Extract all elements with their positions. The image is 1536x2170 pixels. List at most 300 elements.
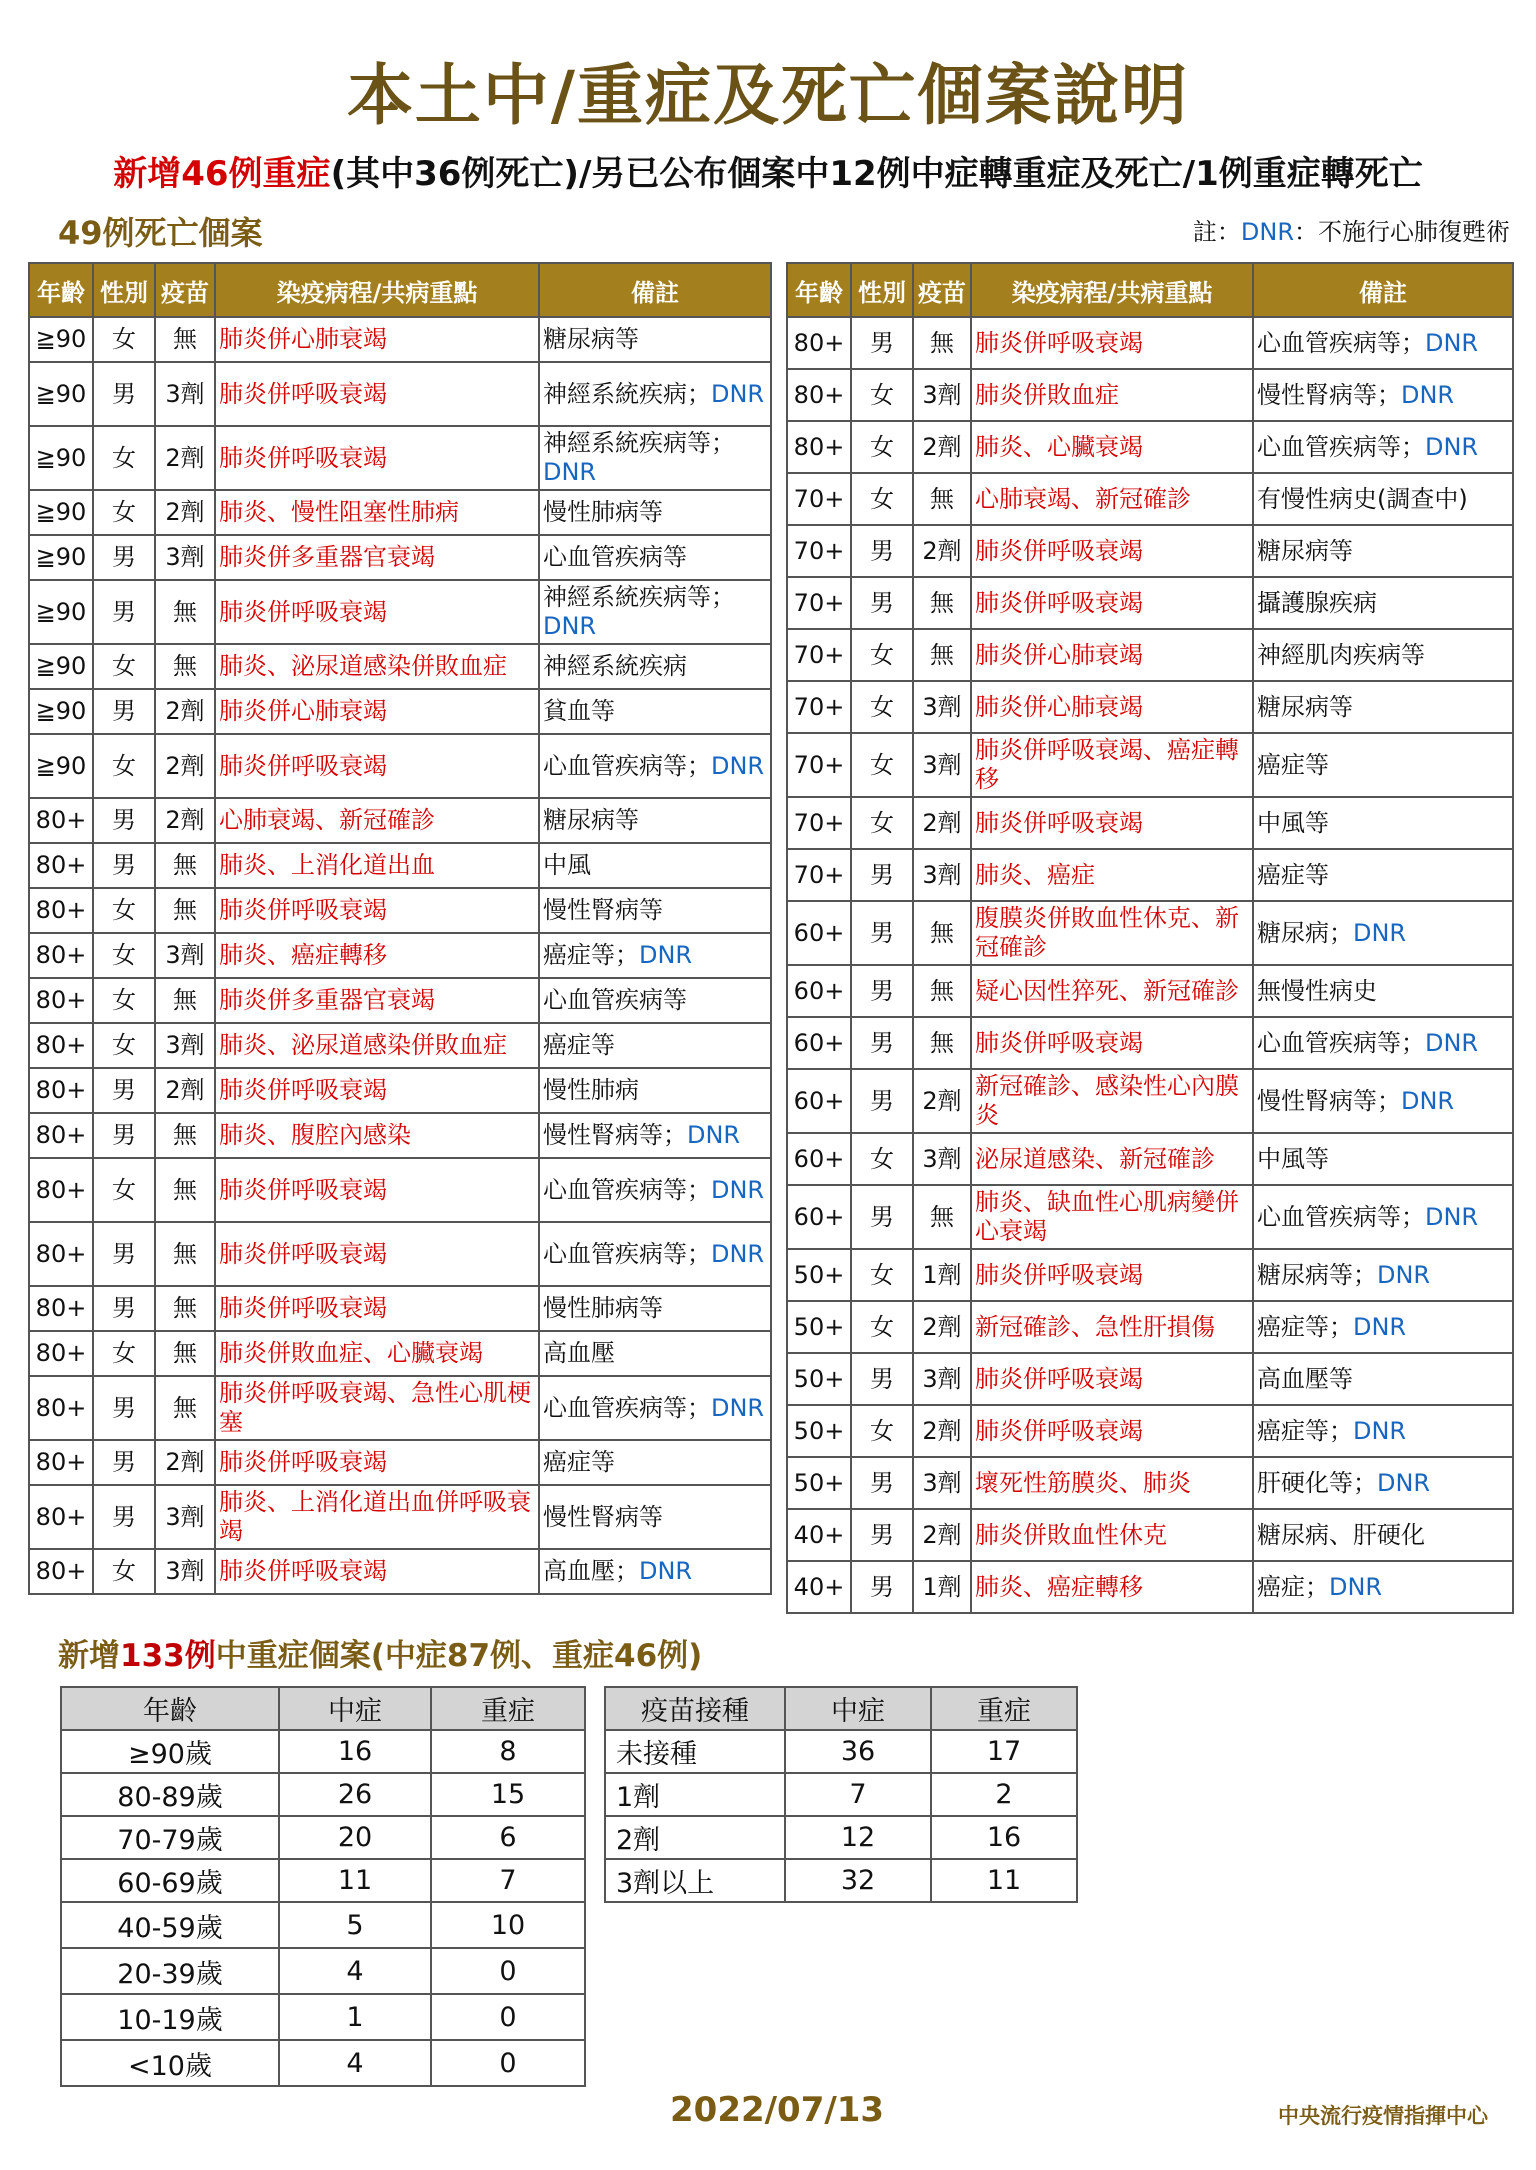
age-cell: 40+ — [787, 1561, 851, 1613]
remark-text: 慢性腎病等； — [543, 1121, 687, 1149]
death-case-row — [29, 426, 771, 490]
condition-cell: 新冠確診、感染性心內膜炎 — [971, 1069, 1253, 1133]
remark-cell — [1253, 901, 1513, 965]
remark-text: 神經系統疾病 — [543, 652, 687, 680]
subtitle-rest: (其中36例死亡)/另已公布個案中12例中症轉重症及死亡/1例重症轉死亡 — [330, 154, 1423, 194]
condition-cell: 肺炎併呼吸衰竭 — [215, 1286, 539, 1331]
condition-cell: 肺炎併呼吸衰竭 — [971, 1405, 1253, 1457]
vaccine-cell: 3劑 — [155, 1549, 215, 1594]
death-case-row — [29, 644, 771, 689]
remark-text: 慢性肺病等 — [543, 498, 663, 526]
moderate-cell: 11 — [279, 1859, 431, 1902]
age-cell: 80+ — [29, 888, 93, 933]
death-case-row — [787, 369, 1513, 421]
remark-text: 心血管疾病等； — [1257, 328, 1425, 357]
remark-cell — [539, 317, 771, 362]
remark-cell — [1253, 1133, 1513, 1185]
sex-cell: 女 — [851, 1249, 913, 1301]
remark-text: 慢性肺病 — [543, 1076, 639, 1104]
severe-cell: 8 — [431, 1730, 585, 1773]
vaccine-cell: 2劑 — [913, 1405, 971, 1457]
age-cell: 80+ — [29, 1068, 93, 1113]
remark-cell — [539, 1331, 771, 1376]
sex-cell: 男 — [851, 1353, 913, 1405]
remark-cell — [539, 888, 771, 933]
remark-cell — [539, 689, 771, 734]
page-subtitle — [0, 146, 1536, 195]
vaccine-cell: 2劑 — [913, 1509, 971, 1561]
vaccine-cell: 無 — [155, 1376, 215, 1440]
remark-cell — [539, 1113, 771, 1158]
remark-cell — [539, 580, 771, 644]
group-cell: 1劑 — [605, 1773, 785, 1816]
sex-cell: 女 — [851, 797, 913, 849]
age-cell: ≧90 — [29, 734, 93, 798]
severe-cell: 17 — [931, 1730, 1077, 1773]
vaccine-cell: 無 — [155, 888, 215, 933]
death-case-row — [787, 1405, 1513, 1457]
remark-cell — [1253, 317, 1513, 369]
vaccine-cell: 1劑 — [913, 1249, 971, 1301]
death-case-row — [29, 1485, 771, 1549]
header-group: 疫苗接種 — [605, 1687, 785, 1730]
header-sex: 性別 — [851, 263, 913, 317]
remark-text: 心血管疾病等； — [1257, 1202, 1425, 1231]
death-case-row — [29, 317, 771, 362]
condition-cell: 肺炎併呼吸衰竭 — [971, 525, 1253, 577]
dnr-tag: DNR — [1425, 328, 1479, 357]
vaccine-cell: 3劑 — [155, 933, 215, 978]
sex-cell: 女 — [93, 888, 155, 933]
age-cell: 50+ — [787, 1353, 851, 1405]
remark-text: 癌症等； — [1257, 1312, 1353, 1341]
remark-cell — [539, 734, 771, 798]
moderate-cell: 16 — [279, 1730, 431, 1773]
death-case-row — [29, 933, 771, 978]
age-row — [61, 1902, 585, 1948]
condition-cell: 肺炎併呼吸衰竭 — [215, 426, 539, 490]
deaths-table-right — [786, 262, 1514, 1614]
remark-text: 中風等 — [1257, 1144, 1329, 1173]
vaccine-table-header — [605, 1687, 1077, 1730]
age-row — [61, 1773, 585, 1816]
sex-cell: 女 — [851, 473, 913, 525]
page-title: 本土中/重症及死亡個案說明 — [346, 57, 1190, 134]
remark-text: 神經系統疾病等； — [543, 429, 735, 457]
report-date: 2022/07/13 — [670, 2090, 885, 2130]
death-case-row — [787, 1249, 1513, 1301]
remark-text: 慢性腎病等 — [543, 896, 663, 924]
condition-cell: 肺炎併呼吸衰竭 — [215, 734, 539, 798]
vaccine-breakdown-table — [604, 1686, 1078, 1903]
remark-text: 神經系統疾病等； — [543, 583, 735, 611]
condition-cell: 肺炎併呼吸衰竭 — [215, 1549, 539, 1594]
age-cell: 60+ — [787, 1133, 851, 1185]
vaccine-cell: 無 — [155, 1113, 215, 1158]
sex-cell: 女 — [93, 317, 155, 362]
vaccine-cell: 2劑 — [155, 798, 215, 843]
dnr-tag: DNR — [543, 458, 597, 486]
vaccine-cell: 2劑 — [155, 1068, 215, 1113]
condition-cell: 肺炎併敗血症、心臟衰竭 — [215, 1331, 539, 1376]
vaccine-cell: 1劑 — [913, 1561, 971, 1613]
age-cell: 50+ — [787, 1405, 851, 1457]
moderate-cell: 36 — [785, 1730, 931, 1773]
header-condition: 染疫病程/共病重點 — [215, 263, 539, 317]
age-cell: 80+ — [29, 843, 93, 888]
severe-cell: 0 — [431, 2040, 585, 2086]
vaccine-cell: 無 — [155, 644, 215, 689]
age-breakdown-table — [60, 1686, 586, 2087]
moderate-cell: 20 — [279, 1816, 431, 1859]
age-row — [61, 1948, 585, 1994]
vaccine-cell: 3劑 — [913, 681, 971, 733]
remark-cell — [1253, 1017, 1513, 1069]
age-cell: 70+ — [787, 525, 851, 577]
sex-cell: 女 — [851, 1405, 913, 1457]
dnr-tag: DNR — [1353, 1416, 1407, 1445]
age-cell: 80+ — [29, 1376, 93, 1440]
age-cell: ≧90 — [29, 490, 93, 535]
remark-text: 神經系統疾病； — [543, 379, 711, 408]
age-cell: ≧90 — [29, 317, 93, 362]
sex-cell: 男 — [851, 1185, 913, 1249]
dnr-tag: DNR — [639, 1557, 693, 1585]
severe-cell: 16 — [931, 1816, 1077, 1859]
moderate-cell: 5 — [279, 1902, 431, 1948]
remark-cell — [1253, 1509, 1513, 1561]
condition-cell: 肺炎併心肺衰竭 — [971, 681, 1253, 733]
remark-text: 慢性腎病等 — [543, 1502, 663, 1531]
sex-cell: 男 — [93, 798, 155, 843]
moderate-cell: 12 — [785, 1816, 931, 1859]
death-case-row — [29, 535, 771, 580]
remark-cell — [1253, 629, 1513, 681]
vaccine-cell: 2劑 — [913, 525, 971, 577]
death-case-row — [787, 1457, 1513, 1509]
death-case-row — [787, 525, 1513, 577]
remark-text: 心血管疾病等 — [543, 986, 687, 1014]
header-age: 年齡 — [787, 263, 851, 317]
remark-cell — [539, 978, 771, 1023]
vaccine-cell: 2劑 — [913, 1301, 971, 1353]
death-case-row — [787, 901, 1513, 965]
vaccine-cell: 無 — [913, 317, 971, 369]
remark-text: 慢性腎病等； — [1257, 380, 1401, 409]
moderate-cell: 1 — [279, 1994, 431, 2040]
age-cell: ≧90 — [29, 362, 93, 426]
group-cell: 80-89歲 — [61, 1773, 279, 1816]
sex-cell: 男 — [851, 901, 913, 965]
severe-cell: 11 — [931, 1859, 1077, 1902]
severe-cell: 6 — [431, 1816, 585, 1859]
sex-cell: 男 — [851, 1457, 913, 1509]
vaccine-cell: 3劑 — [913, 369, 971, 421]
remark-cell — [1253, 1457, 1513, 1509]
vaccine-cell: 2劑 — [155, 426, 215, 490]
age-cell: 60+ — [787, 1185, 851, 1249]
age-cell: 80+ — [29, 1485, 93, 1549]
age-cell: 60+ — [787, 965, 851, 1017]
header-remark: 備註 — [1253, 263, 1513, 317]
remark-cell — [1253, 733, 1513, 797]
remark-text: 癌症； — [1257, 1572, 1329, 1601]
group-cell: 20-39歲 — [61, 1948, 279, 1994]
sex-cell: 男 — [851, 1069, 913, 1133]
remark-text: 高血壓 — [543, 1339, 615, 1367]
dnr-tag: DNR — [1425, 432, 1479, 461]
sex-cell: 女 — [851, 629, 913, 681]
remark-text: 癌症等； — [543, 941, 639, 969]
condition-cell: 肺炎併呼吸衰竭 — [971, 317, 1253, 369]
age-cell: 50+ — [787, 1249, 851, 1301]
vaccine-cell: 3劑 — [155, 1485, 215, 1549]
dnr-tag: DNR — [711, 379, 765, 408]
remark-cell — [1253, 525, 1513, 577]
condition-cell: 肺炎、癌症轉移 — [971, 1561, 1253, 1613]
remark-cell — [539, 1376, 771, 1440]
severe-cell: 15 — [431, 1773, 585, 1816]
remark-cell — [1253, 473, 1513, 525]
death-case-row — [29, 1113, 771, 1158]
death-case-row — [787, 421, 1513, 473]
dnr-tag: DNR — [1425, 1028, 1479, 1057]
remark-cell — [1253, 1185, 1513, 1249]
sex-cell: 男 — [851, 1017, 913, 1069]
remark-text: 癌症等； — [1257, 1416, 1353, 1445]
vaccine-cell: 無 — [155, 1222, 215, 1286]
condition-cell: 肺炎、心臟衰竭 — [971, 421, 1253, 473]
vaccine-cell: 無 — [155, 843, 215, 888]
remark-text: 神經肌肉疾病等 — [1257, 640, 1425, 669]
condition-cell: 心肺衰竭、新冠確診 — [971, 473, 1253, 525]
death-case-row — [29, 580, 771, 644]
vaccine-cell: 無 — [913, 901, 971, 965]
sex-cell: 女 — [93, 426, 155, 490]
remark-text: 攝護腺疾病 — [1257, 588, 1377, 617]
age-cell: 60+ — [787, 1069, 851, 1133]
sex-cell: 女 — [851, 1301, 913, 1353]
sex-cell: 女 — [851, 369, 913, 421]
condition-cell: 肺炎併呼吸衰竭 — [215, 362, 539, 426]
vaccine-cell: 2劑 — [913, 421, 971, 473]
remark-cell — [1253, 681, 1513, 733]
age-cell: 80+ — [29, 1113, 93, 1158]
sex-cell: 女 — [93, 1549, 155, 1594]
age-cell: 70+ — [787, 733, 851, 797]
dnr-tag: DNR — [687, 1121, 741, 1149]
age-cell: 50+ — [787, 1301, 851, 1353]
remark-cell — [539, 843, 771, 888]
moderate-cell: 32 — [785, 1859, 931, 1902]
vaccine-cell: 無 — [913, 965, 971, 1017]
vaccine-cell: 無 — [155, 317, 215, 362]
condition-cell: 肺炎併呼吸衰竭、急性心肌梗塞 — [215, 1376, 539, 1440]
death-case-row — [29, 689, 771, 734]
sex-cell: 女 — [851, 681, 913, 733]
age-cell: 80+ — [29, 933, 93, 978]
sex-cell: 男 — [93, 1113, 155, 1158]
deaths-section-label: 49例死亡個案 — [58, 214, 263, 252]
group-cell: 60-69歲 — [61, 1859, 279, 1902]
vaccine-cell: 2劑 — [155, 1440, 215, 1485]
header-remark: 備註 — [539, 263, 771, 317]
organization-name: 中央流行疫情指揮中心 — [1278, 2104, 1488, 2128]
death-case-row — [787, 1353, 1513, 1405]
header-group: 年齡 — [61, 1687, 279, 1730]
remark-text: 中風 — [543, 851, 591, 879]
moderate-cell: 26 — [279, 1773, 431, 1816]
sex-cell: 男 — [851, 965, 913, 1017]
death-case-row — [787, 1069, 1513, 1133]
moderate-cell: 4 — [279, 1948, 431, 1994]
death-case-row — [29, 1376, 771, 1440]
age-cell: 80+ — [29, 1331, 93, 1376]
condition-cell: 肺炎併多重器官衰竭 — [215, 535, 539, 580]
death-case-row — [787, 1133, 1513, 1185]
moderate-cell: 4 — [279, 2040, 431, 2086]
remark-cell — [539, 798, 771, 843]
condition-cell: 肺炎、泌尿道感染併敗血症 — [215, 644, 539, 689]
sex-cell: 男 — [93, 1222, 155, 1286]
age-cell: 70+ — [787, 849, 851, 901]
age-cell: 80+ — [29, 1440, 93, 1485]
remark-cell — [539, 1023, 771, 1068]
vaccine-cell: 無 — [155, 1286, 215, 1331]
sex-cell: 男 — [93, 1485, 155, 1549]
group-cell: ≥90歲 — [61, 1730, 279, 1773]
death-case-row — [29, 1158, 771, 1222]
death-case-row — [787, 1509, 1513, 1561]
remark-text: 癌症等 — [1257, 860, 1329, 889]
condition-cell: 心肺衰竭、新冠確診 — [215, 798, 539, 843]
sex-cell: 女 — [851, 733, 913, 797]
header-vaccine: 疫苗 — [155, 263, 215, 317]
header-moderate: 中症 — [279, 1687, 431, 1730]
condition-cell: 腹膜炎併敗血性休克、新冠確診 — [971, 901, 1253, 965]
age-cell: 70+ — [787, 797, 851, 849]
remark-text: 心血管疾病等； — [1257, 1028, 1425, 1057]
condition-cell: 肺炎、泌尿道感染併敗血症 — [215, 1023, 539, 1068]
group-cell: <10歲 — [61, 2040, 279, 2086]
group-cell: 10-19歲 — [61, 1994, 279, 2040]
remark-text: 心血管疾病等 — [543, 543, 687, 571]
death-case-row — [787, 1301, 1513, 1353]
new-cases-label-count: 133例 — [120, 1638, 216, 1674]
remark-text: 有慢性病史(調查中) — [1257, 484, 1468, 513]
death-case-row — [787, 1017, 1513, 1069]
dnr-tag: DNR — [711, 1393, 765, 1422]
remark-cell — [539, 1068, 771, 1113]
vaccine-row — [605, 1773, 1077, 1816]
sex-cell: 女 — [93, 734, 155, 798]
remark-cell — [1253, 1561, 1513, 1613]
death-case-row — [787, 577, 1513, 629]
vaccine-row — [605, 1859, 1077, 1902]
note-dnr: DNR — [1240, 218, 1294, 246]
condition-cell: 肺炎併心肺衰竭 — [215, 317, 539, 362]
sex-cell: 女 — [93, 1158, 155, 1222]
sex-cell: 男 — [851, 1509, 913, 1561]
subtitle-highlight: 新增46例重症 — [113, 154, 331, 194]
dnr-tag: DNR — [639, 941, 693, 969]
vaccine-cell: 無 — [155, 978, 215, 1023]
dnr-tag: DNR — [1377, 1260, 1431, 1289]
remark-cell — [539, 1485, 771, 1549]
vaccine-cell: 2劑 — [155, 734, 215, 798]
remark-cell — [539, 1158, 771, 1222]
dnr-tag: DNR — [1377, 1468, 1431, 1497]
death-case-row — [29, 1440, 771, 1485]
remark-text: 慢性肺病等 — [543, 1294, 663, 1322]
age-cell: 80+ — [787, 421, 851, 473]
header-age: 年齡 — [29, 263, 93, 317]
age-cell: 80+ — [29, 798, 93, 843]
vaccine-cell: 3劑 — [155, 362, 215, 426]
age-cell: 80+ — [29, 1222, 93, 1286]
age-cell: 60+ — [787, 901, 851, 965]
note-suffix: ：不施行心肺復甦術 — [1294, 218, 1510, 246]
vaccine-cell: 3劑 — [155, 535, 215, 580]
remark-cell — [539, 1286, 771, 1331]
condition-cell: 肺炎、上消化道出血 — [215, 843, 539, 888]
group-cell: 3劑以上 — [605, 1859, 785, 1902]
remark-cell — [1253, 797, 1513, 849]
severe-cell: 7 — [431, 1859, 585, 1902]
death-case-row — [29, 978, 771, 1023]
dnr-tag: DNR — [1353, 918, 1407, 947]
condition-cell: 泌尿道感染、新冠確診 — [971, 1133, 1253, 1185]
condition-cell: 肺炎併呼吸衰竭 — [215, 580, 539, 644]
age-cell: ≧90 — [29, 426, 93, 490]
sex-cell: 男 — [93, 535, 155, 580]
age-cell: 80+ — [29, 1286, 93, 1331]
sex-cell: 男 — [93, 1376, 155, 1440]
sex-cell: 女 — [93, 644, 155, 689]
header-vaccine: 疫苗 — [913, 263, 971, 317]
sex-cell: 男 — [851, 525, 913, 577]
age-cell: 50+ — [787, 1457, 851, 1509]
remark-text: 糖尿病等 — [1257, 692, 1353, 721]
deaths-table-left — [28, 262, 772, 1595]
death-case-row — [787, 1561, 1513, 1613]
remark-text: 糖尿病等 — [543, 325, 639, 353]
age-cell: 70+ — [787, 681, 851, 733]
vaccine-cell: 無 — [913, 473, 971, 525]
condition-cell: 肺炎併呼吸衰竭 — [971, 577, 1253, 629]
condition-cell: 肺炎併呼吸衰竭 — [215, 1068, 539, 1113]
remark-cell — [539, 1222, 771, 1286]
vaccine-cell: 無 — [155, 1331, 215, 1376]
severe-cell: 0 — [431, 1948, 585, 1994]
condition-cell: 肺炎併呼吸衰竭 — [971, 797, 1253, 849]
remark-text: 癌症等 — [543, 1031, 615, 1059]
sex-cell: 女 — [851, 421, 913, 473]
condition-cell: 新冠確診、急性肝損傷 — [971, 1301, 1253, 1353]
remark-cell — [1253, 849, 1513, 901]
vaccine-cell: 無 — [155, 1158, 215, 1222]
death-case-row — [29, 1331, 771, 1376]
death-case-row — [29, 843, 771, 888]
death-case-row — [787, 1185, 1513, 1249]
group-cell: 2劑 — [605, 1816, 785, 1859]
condition-cell: 壞死性筋膜炎、肺炎 — [971, 1457, 1253, 1509]
vaccine-cell: 無 — [155, 580, 215, 644]
remark-cell — [539, 644, 771, 689]
age-row — [61, 1730, 585, 1773]
remark-text: 慢性腎病等； — [1257, 1086, 1401, 1115]
remark-cell — [539, 1549, 771, 1594]
